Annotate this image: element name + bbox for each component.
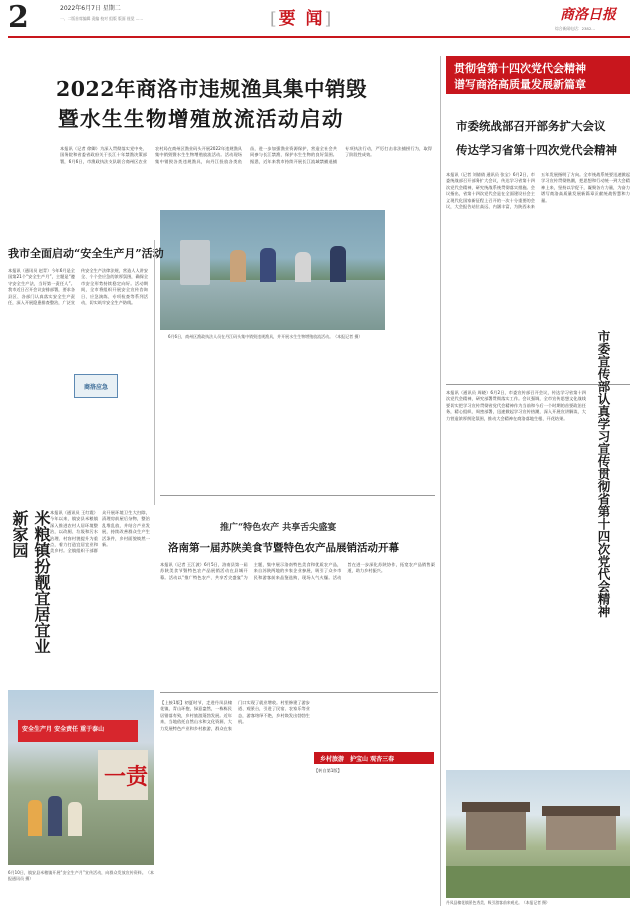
river-photo	[160, 210, 385, 330]
page-number: 2	[8, 0, 29, 35]
right-banner-line2: 谱写商洛高质量发展新篇章	[454, 78, 586, 91]
lead-body: 本报讯（记者 徐卿）为深入贯彻落实党中央、国务院和省委省政府关于长江十年禁渔决策部署，6月6日，市渔政执法支队联合商州区农业农村局在商州区渔业码头开展2022年违规渔具集中销毁暨水生生物增殖放流活动。活动现场集中销毁各类违规渔具，向丹江投放各类鱼苗，进一步加强渔业资源保护，营造全社会共同参与长江禁渔、保护水生生物的良好氛围。据悉，近年来我市持续开展长江流域禁捕退捕专项执法行动，严厉打击非法捕捞行为，取得了阶段性成效。	[60, 146, 432, 164]
lead-headline-2: 暨水生生物增殖放流活动启动	[58, 107, 344, 131]
village-photo	[446, 770, 630, 898]
village-photo-caption: 丹凤县棣花镇景色秀美，吸引游客前来观光。（本报记者 摄）	[446, 900, 550, 905]
lead-headline-1: 2022年商洛市违规渔具集中销毁	[56, 77, 368, 101]
divider-v1	[154, 240, 155, 505]
village-kicker-label: 乡村旅游	[320, 755, 345, 763]
emergency-badge-label: 商洛应急	[83, 383, 108, 391]
story1-headline-2: 传达学习省第十四次党代会精神	[456, 143, 617, 157]
editor-line: 一、二版首席编辑 责编 校对 组版 版面 视觉 ……	[60, 16, 144, 21]
section-label: 要 闻	[278, 9, 325, 29]
divider-h1	[160, 692, 438, 693]
village-body-a: 【上接1版】初夏时节，走进丹凤县棣花镇，青山环抱，绿意盎然，一栋栋民居错落有致，乡村旅游蓬勃发展。近年来，当地依托自然山水和文化资源，大力发展特色产业和乡村旅游，群众在家门口实现了就业增收。村里修建了游步道、观景台，引进了民宿、农家乐等业态，游客络绎不绝，乡村焕发出勃勃生机。	[160, 700, 310, 731]
newspaper-logo: 商洛日报	[560, 7, 616, 23]
village-headline: 护宝山 观杏三春	[350, 755, 395, 763]
emergency-badge	[74, 374, 118, 398]
agri-kicker: 推广“特色农产 共享舌尖盛宴	[220, 523, 337, 533]
section-title: [要 闻]	[270, 9, 334, 29]
agri-rule	[160, 495, 435, 496]
masthead-rule	[8, 36, 630, 38]
outdoor-event-photo: 安全生产月 安全责任 重于泰山 一责	[8, 690, 154, 865]
right-banner	[446, 56, 630, 94]
safety-body: 本报讯（通讯员 赵青）今年6月是全国第21个“安全生产月”，主题是“遵守安全生产法，当好第一责任人”。我市近日召开会议安排部署，要求各县区、各部门认真落实安全生产责任，深入开展隐患排查整治，广泛宣传安全生产法律法规，营造人人讲安全、个个会应急的浓厚氛围，确保全市安全形势持续稳定向好。活动期间，全市将组织开展安全宣传咨询日、应急演练、专项检查等系列活动，切实筑牢安全生产防线。	[8, 268, 148, 306]
story1-body: 本报讯（记者 刘倩倩 通讯员 张宝）6月2日，市委统战部召开部务扩大会议，传达学习省第十四次党代会精神，研究统战系统贯彻落实措施。会议指出，省第十四次党代会是在全面建设社会主义现代化国家新征程上召开的一次十分重要的会议，大会报告站位高远、内涵丰富，为陕西未来五年发展指明了方向。全市统战系统要迅速掀起学习宣传贯彻热潮，把思想和行动统一到大会精神上来，坚持以学促干，凝聚各方力量，为奋力谱写商洛高质量发展新篇章贡献统战智慧和力量。	[446, 172, 630, 210]
fishery-caption: 6月6日，商州区渔政执法人员在丹江码头集中销毁违规渔具，并开展水生生物增殖放流活动。（本报记者 摄）	[168, 334, 363, 339]
village-kicker	[314, 752, 434, 764]
hotline: 综合新闻电话：2382…	[555, 26, 596, 31]
issue-date: 2022年6月7日 星期二	[60, 5, 121, 12]
grain-body: 本报讯（通讯员 王红霞）今年以来，镇安县米粮镇深入推进农村人居环境整治，以改厕、垃圾和污水治理、村容村貌提升为重点，着力打造宜居宜业和美乡村。全镇组织干部群众开展环境卫生大扫除，清理房前屋后杂物，整治乱堆乱放，并结合产业发展，持续改善群众生产生活条件，乡村面貌焕然一新。	[50, 510, 150, 554]
story2-vertical-headline: 市委宣传部认真学习宣传贯彻省第十四次党代会精神	[596, 330, 611, 618]
divider-v2	[440, 56, 441, 906]
safety-headline: 我市全面启动“安全生产月”活动	[8, 247, 164, 260]
right-banner-line1: 贯彻省第十四次党代会精神	[454, 62, 586, 75]
village-continued: 【转自第1版】	[314, 768, 342, 773]
story2-body: 本报讯（通讯员 周晓）6月2日，市委宣传部召开会议，传达学习省第十四次党代会精神，研究部署贯彻落实工作。会议强调，全市宣传思想文化战线要切实把学习宣传贯彻省党代会精神作为当前和今后一个时期的首要政治任务，精心组织、周密部署，迅速掀起学习宣传热潮，深入开展宣讲解读，大力营造浓厚舆论氛围，推动大会精神在商洛落地生根、开花结果。	[446, 390, 586, 421]
safety-photo-caption: 6月10日，镇安县米粮镇开展“安全生产月”宣传活动，向群众发放宣传资料。（本报通讯员 摄）	[8, 870, 154, 882]
village-body-b	[314, 768, 434, 896]
grain-vertical-headline: 米粮镇扮靓宜居宜业新家园	[10, 510, 51, 654]
agri-body: 本报讯（记者 王江波）6月5日，洛南县第一届苏陕美食节暨特色农产品展销活动在县城开幕。活动以“推广特色农产、共享舌尖盛宴”为主题，集中展示洛南特色美食和优质农产品，来自苏陕两地的多家企业参展，吸引了众多市民和游客前来品鉴选购，现场人气火爆。活动旨在进一步深化苏陕协作，拓宽农产品销售渠道，助力乡村振兴。	[160, 562, 435, 580]
event-banner-text: 安全生产月 安全责任 重于泰山	[22, 726, 105, 733]
story1-headline-1: 市委统战部召开部务扩大会议	[456, 119, 606, 133]
agri-headline: 洛南第一届苏陕美食节暨特色农产品展销活动开幕	[168, 542, 399, 554]
